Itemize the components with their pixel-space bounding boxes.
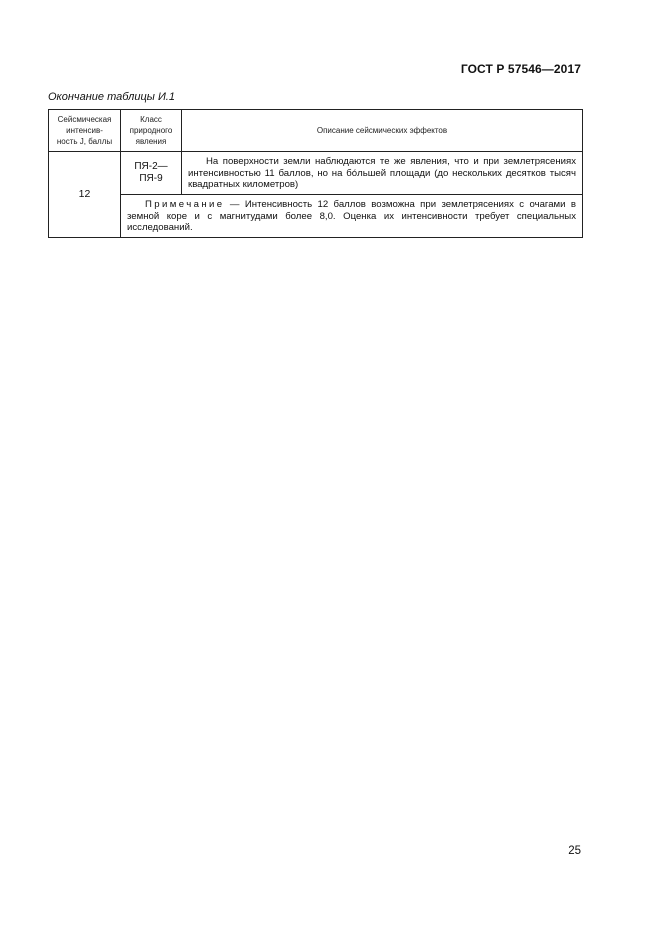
phenomenon-class-line-2: ПЯ-9 xyxy=(139,173,163,184)
table-caption: Окончание таблицы И.1 xyxy=(48,91,175,103)
header-class-line-2: природного xyxy=(129,126,173,135)
seismic-effects-table xyxy=(48,109,583,238)
document-id: ГОСТ Р 57546—2017 xyxy=(460,62,581,76)
table-header-row xyxy=(49,110,583,152)
note-row xyxy=(49,195,583,238)
note-text xyxy=(127,199,576,234)
intensity-value: 12 xyxy=(49,152,121,238)
note-label: Примечание xyxy=(145,199,225,210)
header-class-line-1: Класс xyxy=(140,115,162,124)
header-class xyxy=(121,110,182,152)
header-intensity xyxy=(49,110,121,152)
header-intensity-line-3: ность J, баллы xyxy=(56,137,113,146)
table-row xyxy=(49,152,583,195)
page-number: 25 xyxy=(568,845,581,857)
header-intensity-line-1: Сейсмическая xyxy=(57,115,112,124)
phenomenon-class xyxy=(121,152,182,195)
phenomenon-class-line-1: ПЯ-2— xyxy=(134,161,168,172)
note-body: — Интенсивность 12 баллов возможна при землетрясениях с очагами в земной коре и с магнитудами более 8,0. Оценка их интенсивности требует специальных исследований. xyxy=(127,199,576,234)
header-intensity-line-2: интенсив- xyxy=(66,126,103,135)
effect-description xyxy=(182,152,583,195)
note-cell xyxy=(121,195,583,238)
effect-description-text: На поверхности земли наблюдаются те же явления, что и при землетрясениях интенсивностью 11 баллов, но на бóльшей площади (до нескольких десятков тысяч квадратных километров) xyxy=(188,156,576,191)
header-class-line-3: явления xyxy=(135,137,167,146)
header-description: Описание сейсмических эффектов xyxy=(182,110,583,152)
